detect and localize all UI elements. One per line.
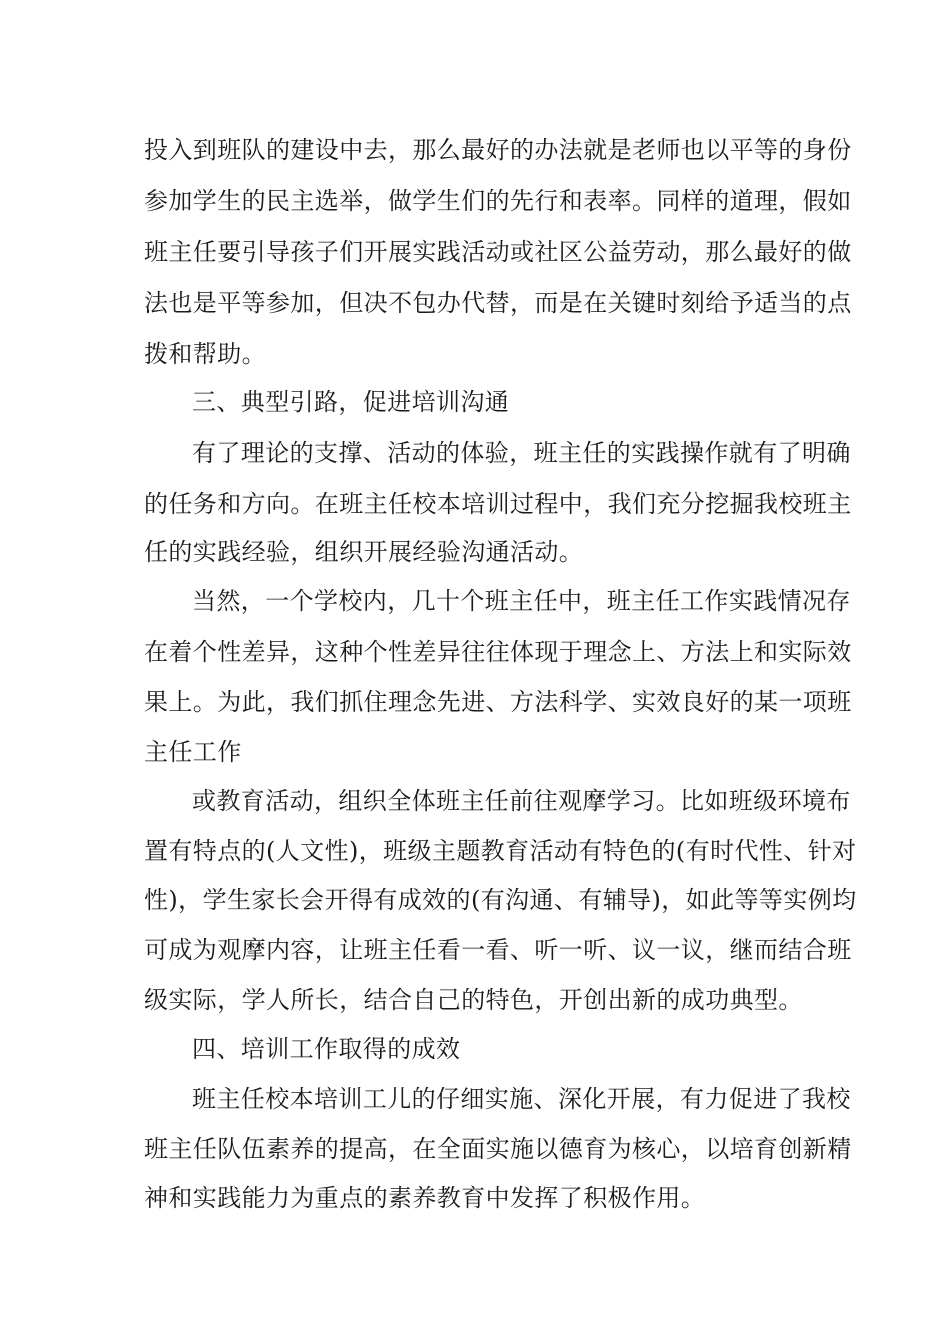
text-line: 投入到班队的建设中去，那么最好的办法就是老师也以平等的身份 xyxy=(144,136,852,164)
text-line: 性)，学生家长会开得有成效的(有沟通、有辅导)，如此等等实例均 xyxy=(144,886,857,914)
text-line: 或教育活动，组织全体班主任前往观摩学习。比如班级环境布 xyxy=(192,787,851,815)
text-line: 当然，一个学校内，几十个班主任中，班主任工作实践情况存 xyxy=(192,587,851,615)
text-line: 任的实践经验，组织开展经验沟通活动。 xyxy=(144,538,584,566)
text-line: 拨和帮助。 xyxy=(144,340,266,368)
section-heading: 三、典型引路，促进培训沟通 xyxy=(192,388,510,416)
text-line: 在着个性差异，这种个性差异往往体现于理念上、方法上和实际效 xyxy=(144,638,852,666)
text-line: 班主任队伍素养的提高，在全面实施以德育为核心，以培育创新精 xyxy=(144,1135,852,1163)
text-line: 神和实践能力为重点的素养教育中发挥了积极作用。 xyxy=(144,1184,706,1212)
text-line: 可成为观摩内容，让班主任看一看、听一听、议一议，继而结合班 xyxy=(144,936,852,964)
text-line: 果上。为此，我们抓住理念先进、方法科学、实效良好的某一项班 xyxy=(144,688,852,716)
section-heading: 四、培训工作取得的成效 xyxy=(192,1035,461,1063)
text-line: 的任务和方向。在班主任校本培训过程中，我们充分挖掘我校班主 xyxy=(144,490,852,518)
text-line: 参加学生的民主选举，做学生们的先行和表率。同样的道理，假如 xyxy=(144,187,852,215)
text-line: 班主任校本培训工儿的仔细实施、深化开展，有力促进了我校 xyxy=(192,1085,851,1113)
text-line: 有了理论的支撑、活动的体验，班主任的实践操作就有了明确 xyxy=(192,439,851,467)
text-line: 级实际，学人所长，结合自己的特色，开创出新的成功典型。 xyxy=(144,986,803,1014)
text-line: 班主任要引导孩子们开展实践活动或社区公益劳动，那么最好的做 xyxy=(144,238,852,266)
text-line: 法也是平等参加，但决不包办代替，而是在关键时刻给予适当的点 xyxy=(144,289,852,317)
text-line: 置有特点的(人文性)，班级主题教育活动有特色的(有时代性、针对 xyxy=(144,837,857,865)
text-line: 主任工作 xyxy=(144,738,242,766)
